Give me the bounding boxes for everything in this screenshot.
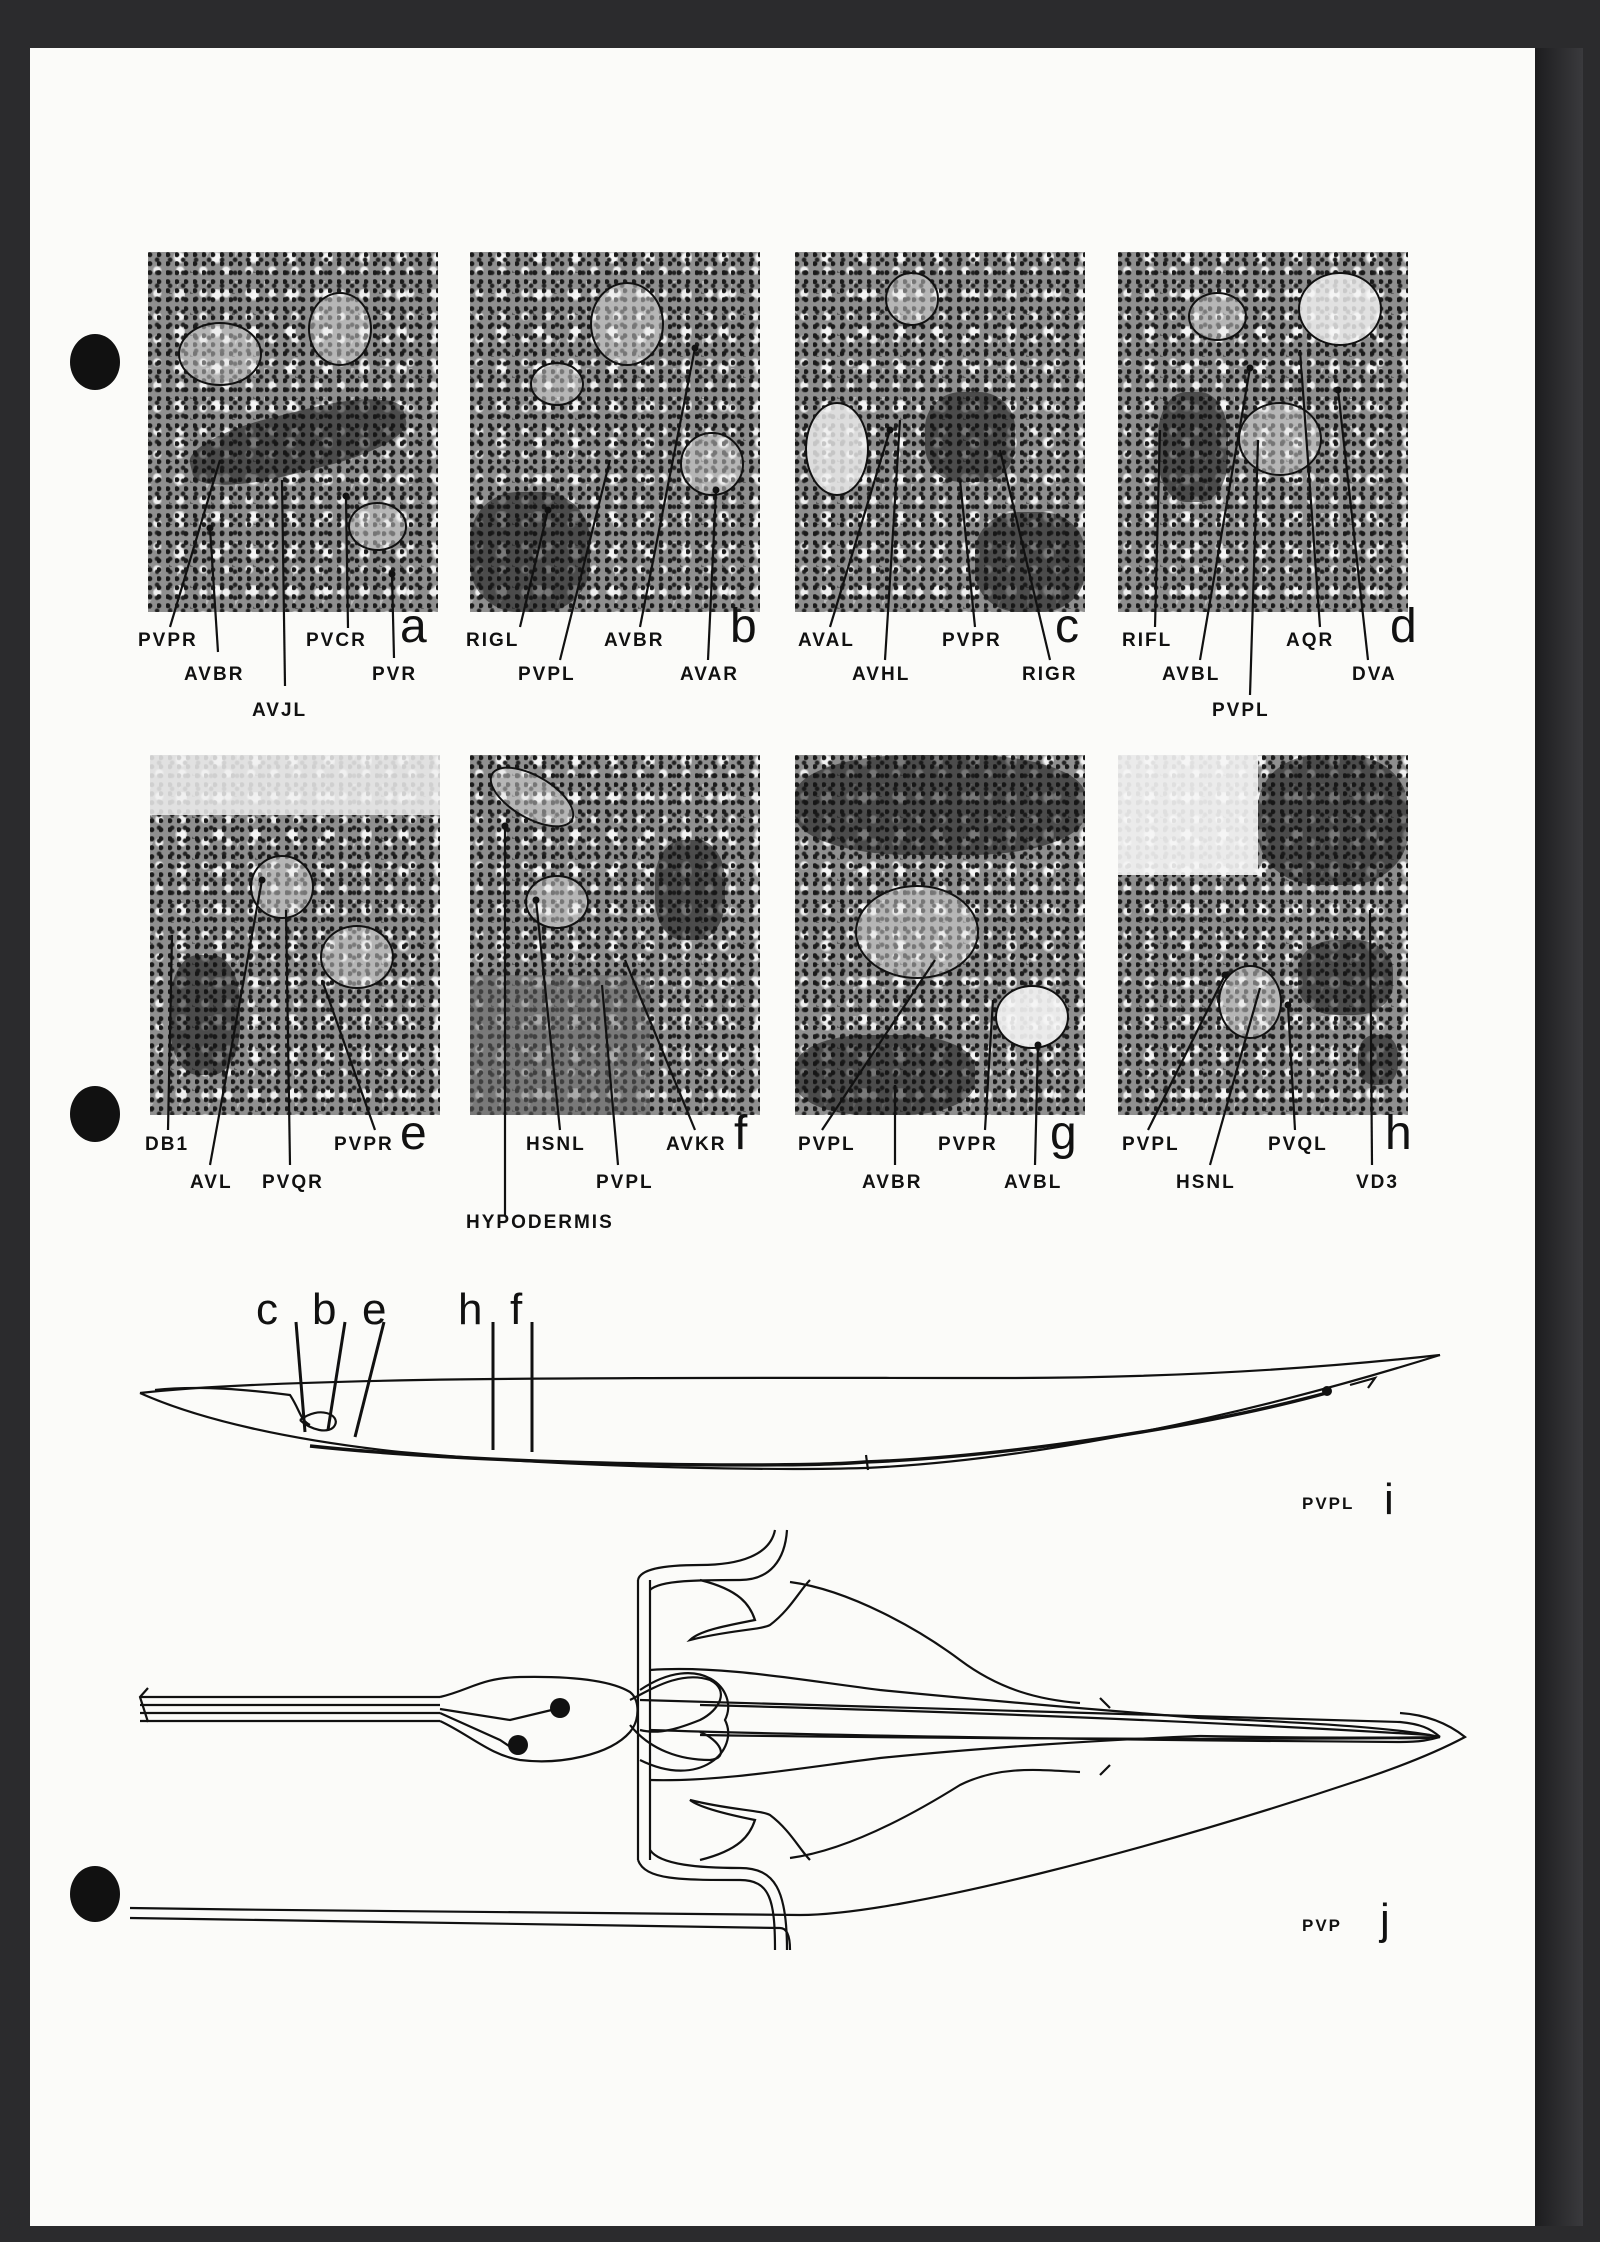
section-marker-b: b — [312, 1285, 337, 1334]
label-d-4: AQR — [1286, 630, 1335, 651]
label-h-4: VD3 — [1356, 1172, 1399, 1193]
panel-letter-f: f — [734, 1107, 748, 1160]
section-marker-h: h — [458, 1285, 483, 1334]
label-c-4: RIGR — [1022, 664, 1078, 685]
label-e-1: DB1 — [145, 1134, 190, 1155]
label-e-2: AVL — [190, 1172, 233, 1193]
label-f-1: HSNL — [526, 1134, 586, 1155]
label-b-4: AVAR — [680, 664, 740, 685]
panel-letter-b: b — [730, 600, 757, 653]
panel-letter-e: e — [400, 1107, 427, 1160]
label-c-1: AVAL — [798, 630, 855, 651]
label-h-1: PVPL — [1122, 1134, 1180, 1155]
label-a-1: PVPR — [138, 630, 198, 651]
diagram-j-neuron-name: PVP — [1302, 1916, 1343, 1935]
label-a-3: AVJL — [252, 700, 308, 721]
label-c-3: PVPR — [942, 630, 1002, 651]
label-f-3: AVKR — [666, 1134, 727, 1155]
panel-letter-j: j — [1380, 1895, 1390, 1944]
label-a-2: AVBR — [184, 664, 245, 685]
label-d-1: RIFL — [1122, 630, 1173, 651]
panel-letter-g: g — [1050, 1107, 1077, 1160]
label-f-2: PVPL — [596, 1172, 654, 1193]
label-a-5: PVR — [372, 664, 418, 685]
label-g-2: AVBR — [862, 1172, 923, 1193]
label-h-3: PVQL — [1268, 1134, 1328, 1155]
panel-letter-a: a — [400, 600, 427, 653]
panel-letter-c: c — [1055, 600, 1079, 653]
label-d-3: PVPL — [1212, 700, 1270, 721]
section-marker-e: e — [362, 1285, 387, 1334]
section-marker-f: f — [510, 1285, 523, 1334]
label-c-2: AVHL — [852, 664, 911, 685]
panel-letter-d: d — [1390, 600, 1417, 653]
label-h-2: HSNL — [1176, 1172, 1236, 1193]
label-e-4: PVPR — [334, 1134, 394, 1155]
label-e-3: PVQR — [262, 1172, 324, 1193]
section-marker-c: c — [256, 1285, 278, 1334]
label-b-1: RIGL — [466, 630, 520, 651]
label-d-2: AVBL — [1162, 664, 1221, 685]
label-a-4: PVCR — [306, 630, 367, 651]
label-b-2: PVPL — [518, 664, 576, 685]
label-g-1: PVPL — [798, 1134, 856, 1155]
panel-letter-i: i — [1384, 1475, 1394, 1524]
label-b-3: AVBR — [604, 630, 665, 651]
panel-letter-h: h — [1385, 1107, 1412, 1160]
label-g-3: PVPR — [938, 1134, 998, 1155]
label-f-4: HYPODERMIS — [466, 1212, 614, 1233]
diagram-i-neuron-name: PVPL — [1302, 1494, 1355, 1513]
label-d-5: DVA — [1352, 664, 1397, 685]
label-g-4: AVBL — [1004, 1172, 1063, 1193]
